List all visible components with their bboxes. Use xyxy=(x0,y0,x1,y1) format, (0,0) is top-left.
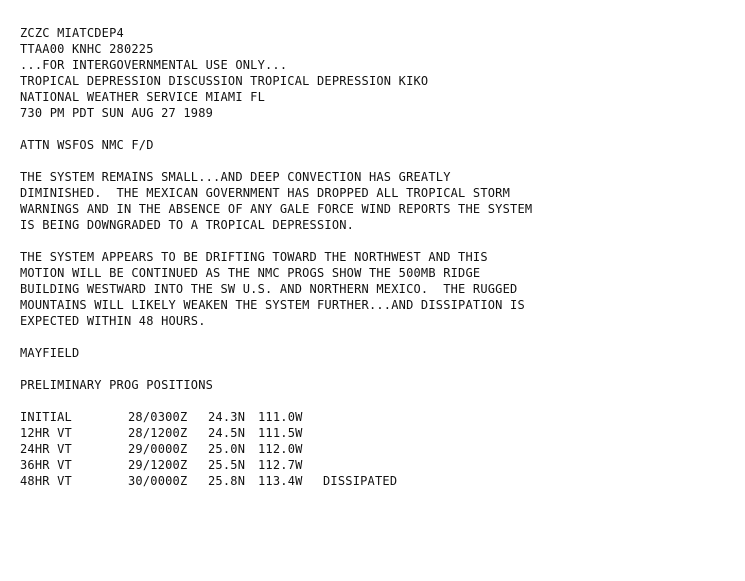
prog-time: 28/0300Z xyxy=(128,410,188,424)
paragraph-line: THE SYSTEM REMAINS SMALL...AND DEEP CONVECTION HAS GREATLY xyxy=(20,170,451,184)
prog-positions-table xyxy=(20,409,740,489)
paragraph-line: MOTION WILL BE CONTINUED AS THE NMC PROGS SHOW THE 500MB RIDGE xyxy=(20,266,481,280)
attention-line: ATTN WSFOS NMC F/D xyxy=(20,138,154,152)
prog-label: 12HR VT xyxy=(20,426,72,440)
paragraph-line: MOUNTAINS WILL LIKELY WEAKEN THE SYSTEM FURTHER...AND DISSIPATION IS xyxy=(20,298,525,312)
prog-longitude: 112.0W xyxy=(258,442,303,456)
discussion-paragraph-1 xyxy=(20,169,740,233)
prog-row-24hr xyxy=(20,441,740,457)
prog-latitude: 24.3N xyxy=(208,410,246,424)
prog-latitude: 24.5N xyxy=(208,426,246,440)
prog-label: 24HR VT xyxy=(20,442,72,456)
paragraph-line: BUILDING WESTWARD INTO THE SW U.S. AND NORTHERN MEXICO. THE RUGGED xyxy=(20,282,518,296)
prog-longitude: 113.4W xyxy=(258,474,303,488)
prog-positions-title: PRELIMINARY PROG POSITIONS xyxy=(20,378,214,392)
prog-row-initial xyxy=(20,409,740,425)
prog-latitude: 25.0N xyxy=(208,442,246,456)
prog-longitude: 112.7W xyxy=(258,458,303,472)
prog-time: 28/1200Z xyxy=(128,426,188,440)
prog-remark: DISSIPATED xyxy=(323,474,398,488)
header-line-wmo-id: ZCZC MIATCDEP4 xyxy=(20,26,124,40)
paragraph-line: EXPECTED WITHIN 48 HOURS. xyxy=(20,314,206,328)
prog-time: 29/0000Z xyxy=(128,442,188,456)
prog-label: INITIAL xyxy=(20,410,72,424)
header-line-office: NATIONAL WEATHER SERVICE MIAMI FL xyxy=(20,90,266,104)
prog-longitude: 111.0W xyxy=(258,410,303,424)
paragraph-line: WARNINGS AND IN THE ABSENCE OF ANY GALE FORCE WIND REPORTS THE SYSTEM xyxy=(20,202,533,216)
paragraph-line: DIMINISHED. THE MEXICAN GOVERNMENT HAS DROPPED ALL TROPICAL STORM xyxy=(20,186,511,200)
header-line-title: TROPICAL DEPRESSION DISCUSSION TROPICAL DEPRESSION KIKO xyxy=(20,74,429,88)
header-block xyxy=(20,25,740,121)
header-line-notice: ...FOR INTERGOVERNMENTAL USE ONLY... xyxy=(20,58,288,72)
prog-label: 48HR VT xyxy=(20,474,72,488)
bulletin-document xyxy=(20,25,740,489)
prog-row-48hr xyxy=(20,473,740,489)
header-line-station: TTAA00 KNHC 280225 xyxy=(20,42,154,56)
prog-row-12hr xyxy=(20,425,740,441)
prog-label: 36HR VT xyxy=(20,458,72,472)
prog-longitude: 111.5W xyxy=(258,426,303,440)
paragraph-line: IS BEING DOWNGRADED TO A TROPICAL DEPRESSION. xyxy=(20,218,355,232)
prog-latitude: 25.5N xyxy=(208,458,246,472)
paragraph-line: THE SYSTEM APPEARS TO BE DRIFTING TOWARD THE NORTHWEST AND THIS xyxy=(20,250,488,264)
prog-row-36hr xyxy=(20,457,740,473)
prog-latitude: 25.8N xyxy=(208,474,246,488)
discussion-paragraph-2 xyxy=(20,249,740,329)
prog-time: 29/1200Z xyxy=(128,458,188,472)
forecaster-signature: MAYFIELD xyxy=(20,346,80,360)
header-line-datetime: 730 PM PDT SUN AUG 27 1989 xyxy=(20,106,214,120)
prog-time: 30/0000Z xyxy=(128,474,188,488)
